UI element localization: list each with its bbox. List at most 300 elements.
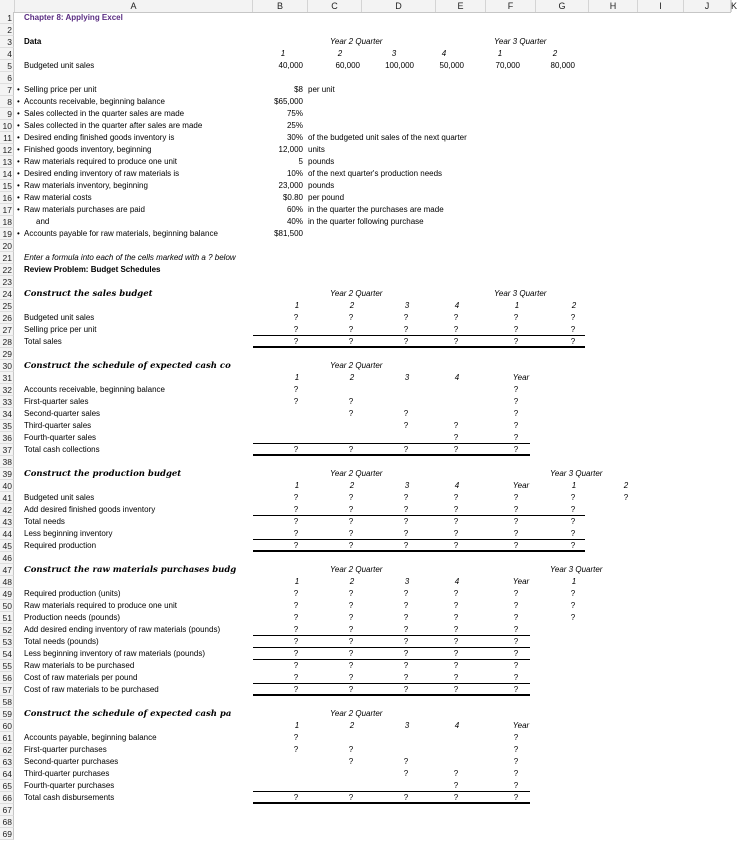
year-column-header[interactable]: Year [512,373,530,382]
raw-materials-row-label[interactable]: Cost of raw materials to be purchased [24,685,159,694]
row-header-6[interactable]: 6 [0,72,14,84]
row-header-69[interactable]: 69 [0,828,14,840]
formula-cell[interactable]: ? [570,613,576,622]
row-header-49[interactable]: 49 [0,588,14,600]
formula-cell[interactable]: ? [348,757,354,766]
row-header-45[interactable]: 45 [0,540,14,552]
row-header-44[interactable]: 44 [0,528,14,540]
row-header-57[interactable]: 57 [0,684,14,696]
cash-collections-title[interactable]: Construct the schedule of expected cash co [24,361,231,371]
year2-quarter-header[interactable]: Year 2 Quarter [330,469,383,478]
row-header-7[interactable]: 7 [0,84,14,96]
formula-cell[interactable]: ? [403,313,409,322]
input-note[interactable] [308,228,548,240]
quarter-number[interactable]: 1 [571,577,577,586]
sales-budget-row-label[interactable]: Selling price per unit [24,325,97,334]
row-header-46[interactable]: 46 [0,552,14,564]
formula-cell[interactable]: ? [403,529,409,538]
input-value[interactable]: $81,500 [274,229,303,238]
formula-cell[interactable]: ? [403,649,409,658]
formula-cell[interactable]: ? [348,409,354,418]
raw-materials-row-label[interactable]: Production needs (pounds) [24,613,121,622]
formula-cell[interactable]: ? [348,445,354,454]
formula-cell[interactable]: ? [570,505,576,514]
row-header-41[interactable]: 41 [0,492,14,504]
formula-cell[interactable]: ? [513,625,519,634]
formula-cell[interactable]: ? [348,793,354,802]
raw-materials-row-label[interactable]: Required production (units) [24,589,121,598]
row-header-10[interactable]: 10 [0,120,14,132]
quarter-number[interactable]: 3 [404,481,410,490]
quarter-number[interactable]: 3 [391,49,397,58]
formula-cell[interactable]: ? [513,613,519,622]
formula-cell[interactable]: ? [453,493,459,502]
quarter-number[interactable]: 3 [404,373,410,382]
formula-cell[interactable]: ? [453,793,459,802]
formula-cell[interactable]: ? [623,493,629,502]
quarter-number[interactable]: 2 [349,373,355,382]
quarter-number[interactable]: 1 [294,301,300,310]
formula-cell[interactable]: ? [348,541,354,550]
row-header-13[interactable]: 13 [0,156,14,168]
formula-cell[interactable]: ? [453,505,459,514]
row-header-14[interactable]: 14 [0,168,14,180]
formula-cell[interactable]: ? [403,337,409,346]
formula-cell[interactable]: ? [403,541,409,550]
input-label[interactable]: Selling price per unit [24,85,97,94]
formula-cell[interactable]: ? [513,781,519,790]
formula-cell[interactable]: ? [570,601,576,610]
quarter-number[interactable]: 2 [623,481,629,490]
cash-disbursements-row-label[interactable]: Third-quarter purchases [24,769,110,778]
formula-cell[interactable]: ? [513,673,519,682]
formula-cell[interactable]: ? [513,733,519,742]
budgeted-unit-sales-value[interactable]: 80,000 [550,61,575,70]
formula-cell[interactable]: ? [453,601,459,610]
formula-cell[interactable]: ? [513,409,519,418]
formula-cell[interactable]: ? [403,409,409,418]
formula-cell[interactable]: ? [570,493,576,502]
input-label[interactable]: Raw materials required to produce one unit [24,157,177,166]
row-header-19[interactable]: 19 [0,228,14,240]
formula-cell[interactable]: ? [403,613,409,622]
cash-collections-row-label[interactable]: Fourth-quarter sales [24,433,97,442]
quarter-number[interactable]: 4 [454,481,460,490]
row-header-68[interactable]: 68 [0,816,14,828]
formula-cell[interactable]: ? [453,529,459,538]
year-column-header[interactable]: Year [512,481,530,490]
column-header-c[interactable]: C [308,0,362,12]
formula-cell[interactable]: ? [293,649,299,658]
formula-cell[interactable]: ? [513,445,519,454]
sales-budget-title[interactable]: Construct the sales budget [24,289,153,299]
sales-budget-row-label[interactable]: Total sales [24,337,62,346]
quarter-number[interactable]: 1 [294,721,300,730]
row-header-43[interactable]: 43 [0,516,14,528]
formula-cell[interactable]: ? [293,745,299,754]
row-header-32[interactable]: 32 [0,384,14,396]
formula-cell[interactable]: ? [570,517,576,526]
formula-cell[interactable]: ? [513,325,519,334]
raw-materials-row-label[interactable]: Total needs (pounds) [24,637,99,646]
row-header-20[interactable]: 20 [0,240,14,252]
formula-cell[interactable]: ? [453,781,459,790]
input-label[interactable]: Raw material costs [24,193,92,202]
column-header-d[interactable]: D [362,0,436,12]
production-budget-row-label[interactable]: Budgeted unit sales [24,493,95,502]
row-header-50[interactable]: 50 [0,600,14,612]
input-note[interactable]: of the next quarter's production needs [308,169,443,178]
input-note[interactable]: in the quarter the purchases are made [308,205,444,214]
formula-cell[interactable]: ? [293,493,299,502]
input-value[interactable]: 40% [286,217,303,226]
formula-cell[interactable]: ? [293,733,299,742]
formula-cell[interactable]: ? [513,385,519,394]
quarter-number[interactable]: 4 [454,301,460,310]
row-header-67[interactable]: 67 [0,804,14,816]
formula-cell[interactable]: ? [570,337,576,346]
year-column-header[interactable]: Year [512,721,530,730]
formula-cell[interactable]: ? [348,325,354,334]
row-header-9[interactable]: 9 [0,108,14,120]
formula-cell[interactable]: ? [403,757,409,766]
raw-materials-row-label[interactable]: Cost of raw materials per pound [24,673,138,682]
budgeted-unit-sales-value[interactable]: 50,000 [439,61,464,70]
formula-cell[interactable]: ? [348,649,354,658]
row-header-5[interactable]: 5 [0,60,14,72]
column-header-f[interactable]: F [486,0,536,12]
quarter-number[interactable]: 2 [552,49,558,58]
formula-cell[interactable]: ? [293,625,299,634]
quarter-number[interactable]: 4 [454,373,460,382]
input-value[interactable]: 10% [286,169,303,178]
formula-cell[interactable]: ? [293,589,299,598]
row-header-61[interactable]: 61 [0,732,14,744]
formula-cell[interactable]: ? [293,673,299,682]
formula-cell[interactable]: ? [403,685,409,694]
column-header-b[interactable]: B [253,0,308,12]
cash-collections-row-label[interactable]: First-quarter sales [24,397,89,406]
cash-disbursements-row-label[interactable]: Total cash disbursements [24,793,115,802]
formula-cell[interactable]: ? [293,685,299,694]
cash-disbursements-row-label[interactable]: First-quarter purchases [24,745,107,754]
input-label[interactable]: and [36,217,50,226]
formula-cell[interactable]: ? [453,517,459,526]
column-header-i[interactable]: I [638,0,684,12]
formula-cell[interactable]: ? [348,673,354,682]
input-value[interactable]: $0.80 [282,193,303,202]
formula-cell[interactable]: ? [453,445,459,454]
column-header-a[interactable]: A [15,0,253,12]
year2-quarter-header[interactable]: Year 2 Quarter [330,289,383,298]
column-header-e[interactable]: E [436,0,486,12]
budgeted-unit-sales-label[interactable]: Budgeted unit sales [24,61,95,70]
cash-disbursements-row-label[interactable]: Second-quarter purchases [24,757,119,766]
raw-materials-budget-title[interactable]: Construct the raw materials purchases budg [24,565,237,575]
input-label[interactable]: Sales collected in the quarter sales are made [24,109,185,118]
formula-cell[interactable]: ? [570,313,576,322]
row-header-59[interactable]: 59 [0,708,14,720]
formula-cell[interactable]: ? [403,589,409,598]
row-header-11[interactable]: 11 [0,132,14,144]
data-heading[interactable]: Data [24,37,42,46]
formula-cell[interactable]: ? [513,637,519,646]
formula-cell[interactable]: ? [348,517,354,526]
quarter-number[interactable]: 1 [294,481,300,490]
row-header-29[interactable]: 29 [0,348,14,360]
formula-cell[interactable]: ? [293,793,299,802]
row-header-12[interactable]: 12 [0,144,14,156]
row-header-40[interactable]: 40 [0,480,14,492]
quarter-number[interactable]: 3 [404,301,410,310]
quarter-number[interactable]: 4 [454,721,460,730]
row-header-37[interactable]: 37 [0,444,14,456]
input-note[interactable] [308,96,548,108]
formula-cell[interactable]: ? [293,517,299,526]
input-value[interactable]: 75% [286,109,303,118]
budgeted-unit-sales-value[interactable]: 100,000 [385,61,414,70]
input-note[interactable] [308,108,548,120]
quarter-number[interactable]: 2 [571,301,577,310]
formula-cell[interactable]: ? [453,313,459,322]
formula-cell[interactable]: ? [348,505,354,514]
row-header-25[interactable]: 25 [0,300,14,312]
formula-cell[interactable]: ? [293,337,299,346]
formula-cell[interactable]: ? [513,589,519,598]
formula-cell[interactable]: ? [453,325,459,334]
formula-cell[interactable]: ? [403,445,409,454]
formula-cell[interactable]: ? [453,673,459,682]
formula-cell[interactable]: ? [348,529,354,538]
production-budget-row-label[interactable]: Total needs [24,517,65,526]
row-header-1[interactable]: 1 [0,12,14,24]
quarter-number[interactable]: 1 [294,577,300,586]
formula-cell[interactable]: ? [513,661,519,670]
select-all-corner[interactable] [0,0,15,12]
input-label[interactable]: Sales collected in the quarter after sales are made [24,121,203,130]
quarter-number[interactable]: 4 [441,49,447,58]
row-header-48[interactable]: 48 [0,576,14,588]
row-header-62[interactable]: 62 [0,744,14,756]
review-problem-title[interactable]: Review Problem: Budget Schedules [24,265,161,274]
column-header-g[interactable]: G [536,0,589,12]
column-header-j[interactable]: J [684,0,731,12]
raw-materials-row-label[interactable]: Raw materials to be purchased [24,661,135,670]
formula-cell[interactable]: ? [348,613,354,622]
formula-cell[interactable]: ? [513,769,519,778]
row-header-42[interactable]: 42 [0,504,14,516]
formula-cell[interactable]: ? [403,601,409,610]
formula-cell[interactable]: ? [513,757,519,766]
input-label[interactable]: Finished goods inventory, beginning [24,145,152,154]
formula-cell[interactable]: ? [293,385,299,394]
formula-cell[interactable]: ? [403,421,409,430]
formula-cell[interactable]: ? [348,397,354,406]
quarter-number[interactable]: 2 [337,49,343,58]
row-header-15[interactable]: 15 [0,180,14,192]
row-header-60[interactable]: 60 [0,720,14,732]
input-value[interactable]: 25% [286,121,303,130]
input-label[interactable]: Raw materials inventory, beginning [24,181,148,190]
row-header-51[interactable]: 51 [0,612,14,624]
formula-cell[interactable]: ? [453,769,459,778]
column-header-h[interactable]: H [589,0,638,12]
row-header-3[interactable]: 3 [0,36,14,48]
row-header-24[interactable]: 24 [0,288,14,300]
production-budget-title[interactable]: Construct the production budget [24,469,182,479]
formula-cell[interactable]: ? [513,541,519,550]
quarter-number[interactable]: 1 [280,49,286,58]
row-header-27[interactable]: 27 [0,324,14,336]
formula-cell[interactable]: ? [453,589,459,598]
formula-cell[interactable]: ? [453,637,459,646]
formula-cell[interactable]: ? [293,445,299,454]
row-header-58[interactable]: 58 [0,696,14,708]
row-header-30[interactable]: 30 [0,360,14,372]
formula-cell[interactable]: ? [513,529,519,538]
input-value[interactable]: $65,000 [274,97,303,106]
input-note[interactable]: per unit [308,85,335,94]
quarter-number[interactable]: 4 [454,577,460,586]
input-note[interactable]: per pound [308,193,345,202]
production-budget-row-label[interactable]: Required production [24,541,97,550]
formula-cell[interactable]: ? [570,589,576,598]
row-header-26[interactable]: 26 [0,312,14,324]
formula-cell[interactable]: ? [453,685,459,694]
quarter-number[interactable]: 2 [349,721,355,730]
budgeted-unit-sales-value[interactable]: 40,000 [278,61,303,70]
formula-cell[interactable]: ? [403,637,409,646]
formula-cell[interactable]: ? [453,661,459,670]
row-header-66[interactable]: 66 [0,792,14,804]
input-value[interactable]: $8 [294,85,303,94]
formula-cell[interactable]: ? [570,541,576,550]
formula-cell[interactable]: ? [570,325,576,334]
formula-cell[interactable]: ? [348,493,354,502]
formula-cell[interactable]: ? [348,589,354,598]
year2-quarter-header[interactable]: Year 2 Quarter [330,709,383,718]
quarter-number[interactable]: 1 [497,49,503,58]
input-note[interactable]: units [308,145,325,154]
input-note[interactable] [308,120,548,132]
formula-cell[interactable]: ? [453,625,459,634]
formula-cell[interactable]: ? [293,613,299,622]
production-budget-row-label[interactable]: Add desired finished goods inventory [24,505,156,514]
year2-quarter-header[interactable]: Year 2 Quarter [330,565,383,574]
year3-quarter-header[interactable]: Year 3 Quarter [494,289,547,298]
cash-collections-row-label[interactable]: Total cash collections [24,445,100,454]
formula-cell[interactable]: ? [348,601,354,610]
quarter-number[interactable]: 2 [349,481,355,490]
year-column-header[interactable]: Year [512,577,530,586]
formula-cell[interactable]: ? [403,661,409,670]
year3-quarter-header[interactable]: Year 3 Quarter [550,469,603,478]
row-header-16[interactable]: 16 [0,192,14,204]
row-header-65[interactable]: 65 [0,780,14,792]
row-header-55[interactable]: 55 [0,660,14,672]
formula-cell[interactable]: ? [513,421,519,430]
formula-cell[interactable]: ? [348,625,354,634]
formula-cell[interactable]: ? [513,745,519,754]
cash-collections-row-label[interactable]: Accounts receivable, beginning balance [24,385,165,394]
input-value[interactable]: 30% [286,133,303,142]
quarter-number[interactable]: 2 [349,301,355,310]
row-header-36[interactable]: 36 [0,432,14,444]
input-value[interactable]: 23,000 [278,181,303,190]
budgeted-unit-sales-value[interactable]: 60,000 [335,61,360,70]
year2-quarter-header[interactable]: Year 2 Quarter [330,361,383,370]
row-header-8[interactable]: 8 [0,96,14,108]
formula-cell[interactable]: ? [453,433,459,442]
input-note[interactable]: pounds [308,181,335,190]
formula-cell[interactable]: ? [293,637,299,646]
formula-cell[interactable]: ? [293,325,299,334]
row-header-34[interactable]: 34 [0,408,14,420]
row-header-38[interactable]: 38 [0,456,14,468]
formula-cell[interactable]: ? [348,637,354,646]
row-header-56[interactable]: 56 [0,672,14,684]
formula-cell[interactable]: ? [403,769,409,778]
row-header-28[interactable]: 28 [0,336,14,348]
cash-disbursements-row-label[interactable]: Fourth-quarter purchases [24,781,115,790]
formula-cell[interactable]: ? [293,505,299,514]
formula-cell[interactable]: ? [570,529,576,538]
row-header-31[interactable]: 31 [0,372,14,384]
quarter-number[interactable]: 1 [514,301,520,310]
row-header-35[interactable]: 35 [0,420,14,432]
formula-cell[interactable]: ? [293,529,299,538]
quarter-number[interactable]: 3 [404,721,410,730]
row-header-23[interactable]: 23 [0,276,14,288]
quarter-number[interactable]: 3 [404,577,410,586]
row-header-39[interactable]: 39 [0,468,14,480]
input-value[interactable]: 5 [298,157,303,166]
cash-collections-row-label[interactable]: Third-quarter sales [24,421,92,430]
formula-cell[interactable]: ? [513,313,519,322]
row-header-52[interactable]: 52 [0,624,14,636]
formula-cell[interactable]: ? [403,493,409,502]
row-header-47[interactable]: 47 [0,564,14,576]
row-header-21[interactable]: 21 [0,252,14,264]
formula-cell[interactable]: ? [403,673,409,682]
raw-materials-row-label[interactable]: Less beginning inventory of raw materials (pounds) [24,649,205,658]
column-header-k[interactable]: K [731,1,737,11]
formula-cell[interactable]: ? [293,601,299,610]
input-label[interactable]: Desired ending finished goods inventory is [24,133,175,142]
formula-cell[interactable]: ? [453,541,459,550]
formula-cell[interactable]: ? [453,421,459,430]
formula-cell[interactable]: ? [453,337,459,346]
formula-cell[interactable]: ? [348,661,354,670]
production-budget-row-label[interactable]: Less beginning inventory [24,529,113,538]
formula-cell[interactable]: ? [513,493,519,502]
input-label[interactable]: Accounts receivable, beginning balance [24,97,165,106]
formula-cell[interactable]: ? [403,505,409,514]
input-note[interactable]: pounds [308,157,335,166]
row-header-53[interactable]: 53 [0,636,14,648]
input-label[interactable]: Accounts payable for raw materials, beginning balance [24,229,218,238]
formula-cell[interactable]: ? [513,685,519,694]
budgeted-unit-sales-value[interactable]: 70,000 [495,61,520,70]
input-value[interactable]: 60% [286,205,303,214]
quarter-number[interactable]: 1 [294,373,300,382]
quarter-number[interactable]: 2 [349,577,355,586]
formula-cell[interactable]: ? [513,337,519,346]
sheet-title[interactable]: Chapter 8: Applying Excel [24,13,123,22]
formula-cell[interactable]: ? [348,337,354,346]
row-header-54[interactable]: 54 [0,648,14,660]
cash-disbursements-row-label[interactable]: Accounts payable, beginning balance [24,733,157,742]
